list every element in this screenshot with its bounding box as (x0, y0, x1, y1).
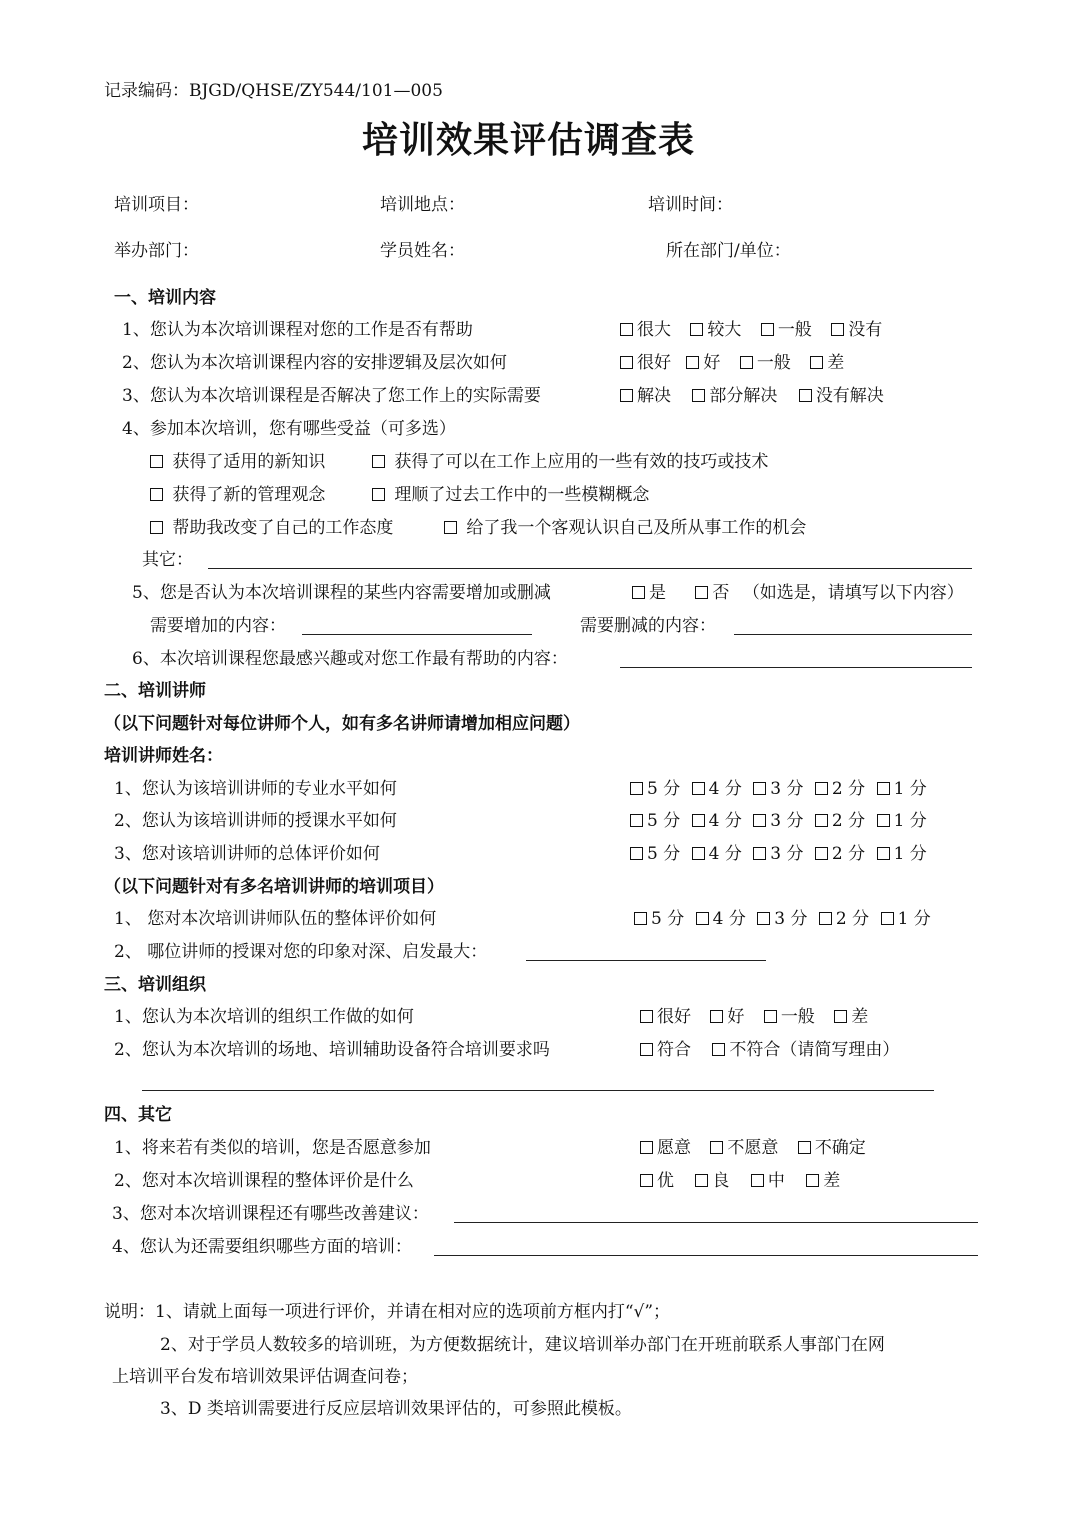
checkbox[interactable]: 获得了新的管理观念 (150, 484, 325, 506)
lecturer-name-label: 培训讲师姓名： (104, 746, 223, 766)
checkbox[interactable]: 1 分 (881, 909, 931, 929)
s1-q1-options (620, 319, 882, 341)
s1-q2: 2、您认为本次培训课程内容的安排逻辑及层次如何 (122, 353, 507, 373)
checkbox[interactable]: 没有解决 (799, 386, 884, 406)
checkbox[interactable]: 不愿意 (710, 1138, 778, 1158)
checkbox[interactable]: 获得了可以在工作上应用的一些有效的技巧或技术 (372, 451, 768, 473)
checkbox[interactable]: 5 分 (630, 779, 680, 799)
q4-input-line[interactable] (434, 1255, 978, 1256)
s4-q1: 1、将来若有类似的培训，您是否愿意参加 (114, 1138, 431, 1158)
checkbox[interactable]: 较大 (690, 320, 741, 340)
q6-input-line[interactable] (620, 667, 972, 668)
s2-q2-scores (630, 810, 927, 832)
s2-q1-scores (630, 778, 927, 800)
checkbox[interactable]: 差 (806, 1171, 840, 1191)
checkbox[interactable]: 1 分 (877, 779, 927, 799)
checkbox[interactable]: 差 (810, 353, 844, 373)
record-code: 记录编码：BJGD/QHSE/ZY544/101—005 (104, 81, 443, 101)
dept-label: 举办部门： (114, 241, 199, 261)
checkbox[interactable]: 中 (751, 1171, 785, 1191)
checkbox[interactable]: 1 分 (877, 811, 927, 831)
checkbox[interactable]: 一般 (764, 1007, 815, 1027)
s1-q2-options (620, 352, 844, 374)
checkbox[interactable]: 理顺了过去工作中的一些模糊概念 (372, 484, 649, 506)
checkbox[interactable]: 2 分 (815, 811, 865, 831)
checkbox[interactable]: 一般 (740, 353, 791, 373)
checkbox[interactable]: 很大 (620, 320, 671, 340)
checkbox[interactable]: 优 (640, 1171, 674, 1191)
checkbox[interactable]: 2 分 (815, 844, 865, 864)
add-input-line[interactable] (302, 634, 532, 635)
s2-m2: 2、 哪位讲师的授课对您的印象对深、启发最大： (114, 942, 488, 962)
checkbox[interactable]: 差 (834, 1007, 868, 1027)
location-label: 培训地点： (380, 195, 465, 215)
student-label: 学员姓名： (380, 241, 465, 261)
checkbox[interactable]: 很好 (640, 1007, 691, 1027)
checkbox[interactable]: 很好 (620, 353, 671, 373)
checkbox[interactable]: 好 (686, 353, 720, 373)
q5-note: （如选是，请填写以下内容） (742, 583, 964, 603)
checkbox[interactable]: 没有 (831, 320, 882, 340)
s1-q5-options (632, 582, 964, 604)
s4-q1-options (640, 1137, 866, 1159)
project-label: 培训项目： (114, 195, 199, 215)
s2-m1-scores (634, 908, 931, 930)
s3-q1-options (640, 1006, 868, 1028)
unit-label: 所在部门/单位： (666, 241, 791, 261)
checkbox[interactable]: 良 (695, 1171, 729, 1191)
s2-q2: 2、您认为该培训讲师的授课水平如何 (114, 811, 397, 831)
other-label: 其它： (142, 550, 193, 570)
checkbox[interactable]: 愿意 (640, 1138, 691, 1158)
section2-title: 二、培训讲师 (104, 681, 206, 701)
checkbox[interactable]: 3 分 (757, 909, 807, 929)
s1-q1: 1、您认为本次培训课程对您的工作是否有帮助 (122, 320, 473, 340)
s4-q3: 3、您对本次培训课程还有哪些改善建议： (112, 1204, 429, 1224)
del-label: 需要删减的内容： (580, 616, 716, 636)
s2-m1: 1、 您对本次培训讲师队伍的整体评价如何 (114, 909, 437, 929)
s1-q5: 5、您是否认为本次培训课程的某些内容需要增加或删减 (132, 583, 551, 603)
checkbox[interactable]: 3 分 (753, 779, 803, 799)
checkbox[interactable]: 部分解决 (692, 386, 777, 406)
checkbox[interactable]: 3 分 (753, 844, 803, 864)
note-3: 3、D 类培训需要进行反应层培训效果评估的，可参照此模板。 (160, 1399, 632, 1419)
s3-q2-options (640, 1039, 899, 1061)
checkbox[interactable]: 5 分 (634, 909, 684, 929)
checkbox[interactable]: 4 分 (692, 844, 742, 864)
s1-q3: 3、您认为本次培训课程是否解决了您工作上的实际需要 (122, 386, 541, 406)
checkbox[interactable]: 1 分 (877, 844, 927, 864)
checkbox[interactable]: 否 (695, 583, 729, 603)
s4-q2: 2、您对本次培训课程的整体评价是什么 (114, 1171, 414, 1191)
checkbox[interactable]: 好 (710, 1007, 744, 1027)
checkbox[interactable]: 帮助我改变了自己的工作态度 (150, 517, 393, 539)
s4-q2-options (640, 1170, 840, 1192)
s2-note2: （以下问题针对有多名培训讲师的培训项目） (104, 877, 444, 897)
checkbox[interactable]: 获得了适用的新知识 (150, 451, 325, 473)
section1-title: 一、培训内容 (114, 288, 216, 308)
s3-q1: 1、您认为本次培训的组织工作做的如何 (114, 1007, 414, 1027)
checkbox[interactable]: 是 (632, 583, 666, 603)
checkbox[interactable]: 4 分 (692, 779, 742, 799)
s2-q3: 3、您对该培训讲师的总体评价如何 (114, 844, 380, 864)
section3-title: 三、培训组织 (104, 975, 206, 995)
checkbox[interactable]: 不确定 (798, 1138, 866, 1158)
add-label: 需要增加的内容： (150, 616, 286, 636)
checkbox[interactable]: 5 分 (630, 844, 680, 864)
note-2b: 上培训平台发布培训效果评估调查问卷； (112, 1367, 418, 1387)
s3-reason-line[interactable] (142, 1090, 934, 1091)
s3-q2: 2、您认为本次培训的场地、培训辅助设备符合培训要求吗 (114, 1040, 550, 1060)
checkbox[interactable]: 一般 (761, 320, 812, 340)
m2-input-line[interactable] (526, 960, 766, 961)
other-input-line[interactable] (208, 568, 972, 569)
checkbox[interactable]: 2 分 (815, 779, 865, 799)
checkbox[interactable]: 不符合（请简写理由） (712, 1040, 899, 1060)
page-title: 培训效果评估调查表 (362, 119, 696, 161)
s2-q3-scores (630, 843, 927, 865)
checkbox[interactable]: 5 分 (630, 811, 680, 831)
checkbox[interactable]: 3 分 (753, 811, 803, 831)
checkbox[interactable]: 解决 (620, 386, 671, 406)
checkbox[interactable]: 4 分 (696, 909, 746, 929)
s1-q4: 4、参加本次培训，您有哪些受益（可多选） (122, 419, 456, 439)
s2-q1: 1、您认为该培训讲师的专业水平如何 (114, 779, 397, 799)
s1-q3-options (620, 385, 884, 407)
checkbox[interactable]: 4 分 (692, 811, 742, 831)
s1-q6: 6、本次培训课程您最感兴趣或对您工作最有帮助的内容： (132, 649, 568, 669)
q3-input-line[interactable] (454, 1222, 978, 1223)
note-1: 说明：1、请就上面每一项进行评价，并请在相对应的选项前方框内打“√”； (104, 1302, 671, 1322)
note-2a: 2、对于学员人数较多的培训班，为方便数据统计，建议培训举办部门在开班前联系人事部门在网 (160, 1335, 885, 1355)
time-label: 培训时间： (648, 195, 733, 215)
s4-q4: 4、您认为还需要组织哪些方面的培训： (112, 1237, 412, 1257)
s2-note1: （以下问题针对每位讲师个人，如有多名讲师请增加相应问题） (104, 714, 580, 734)
checkbox[interactable]: 给了我一个客观认识自己及所从事工作的机会 (444, 517, 806, 539)
checkbox[interactable]: 符合 (640, 1040, 691, 1060)
del-input-line[interactable] (734, 634, 972, 635)
section4-title: 四、其它 (104, 1105, 172, 1125)
checkbox[interactable]: 2 分 (819, 909, 869, 929)
